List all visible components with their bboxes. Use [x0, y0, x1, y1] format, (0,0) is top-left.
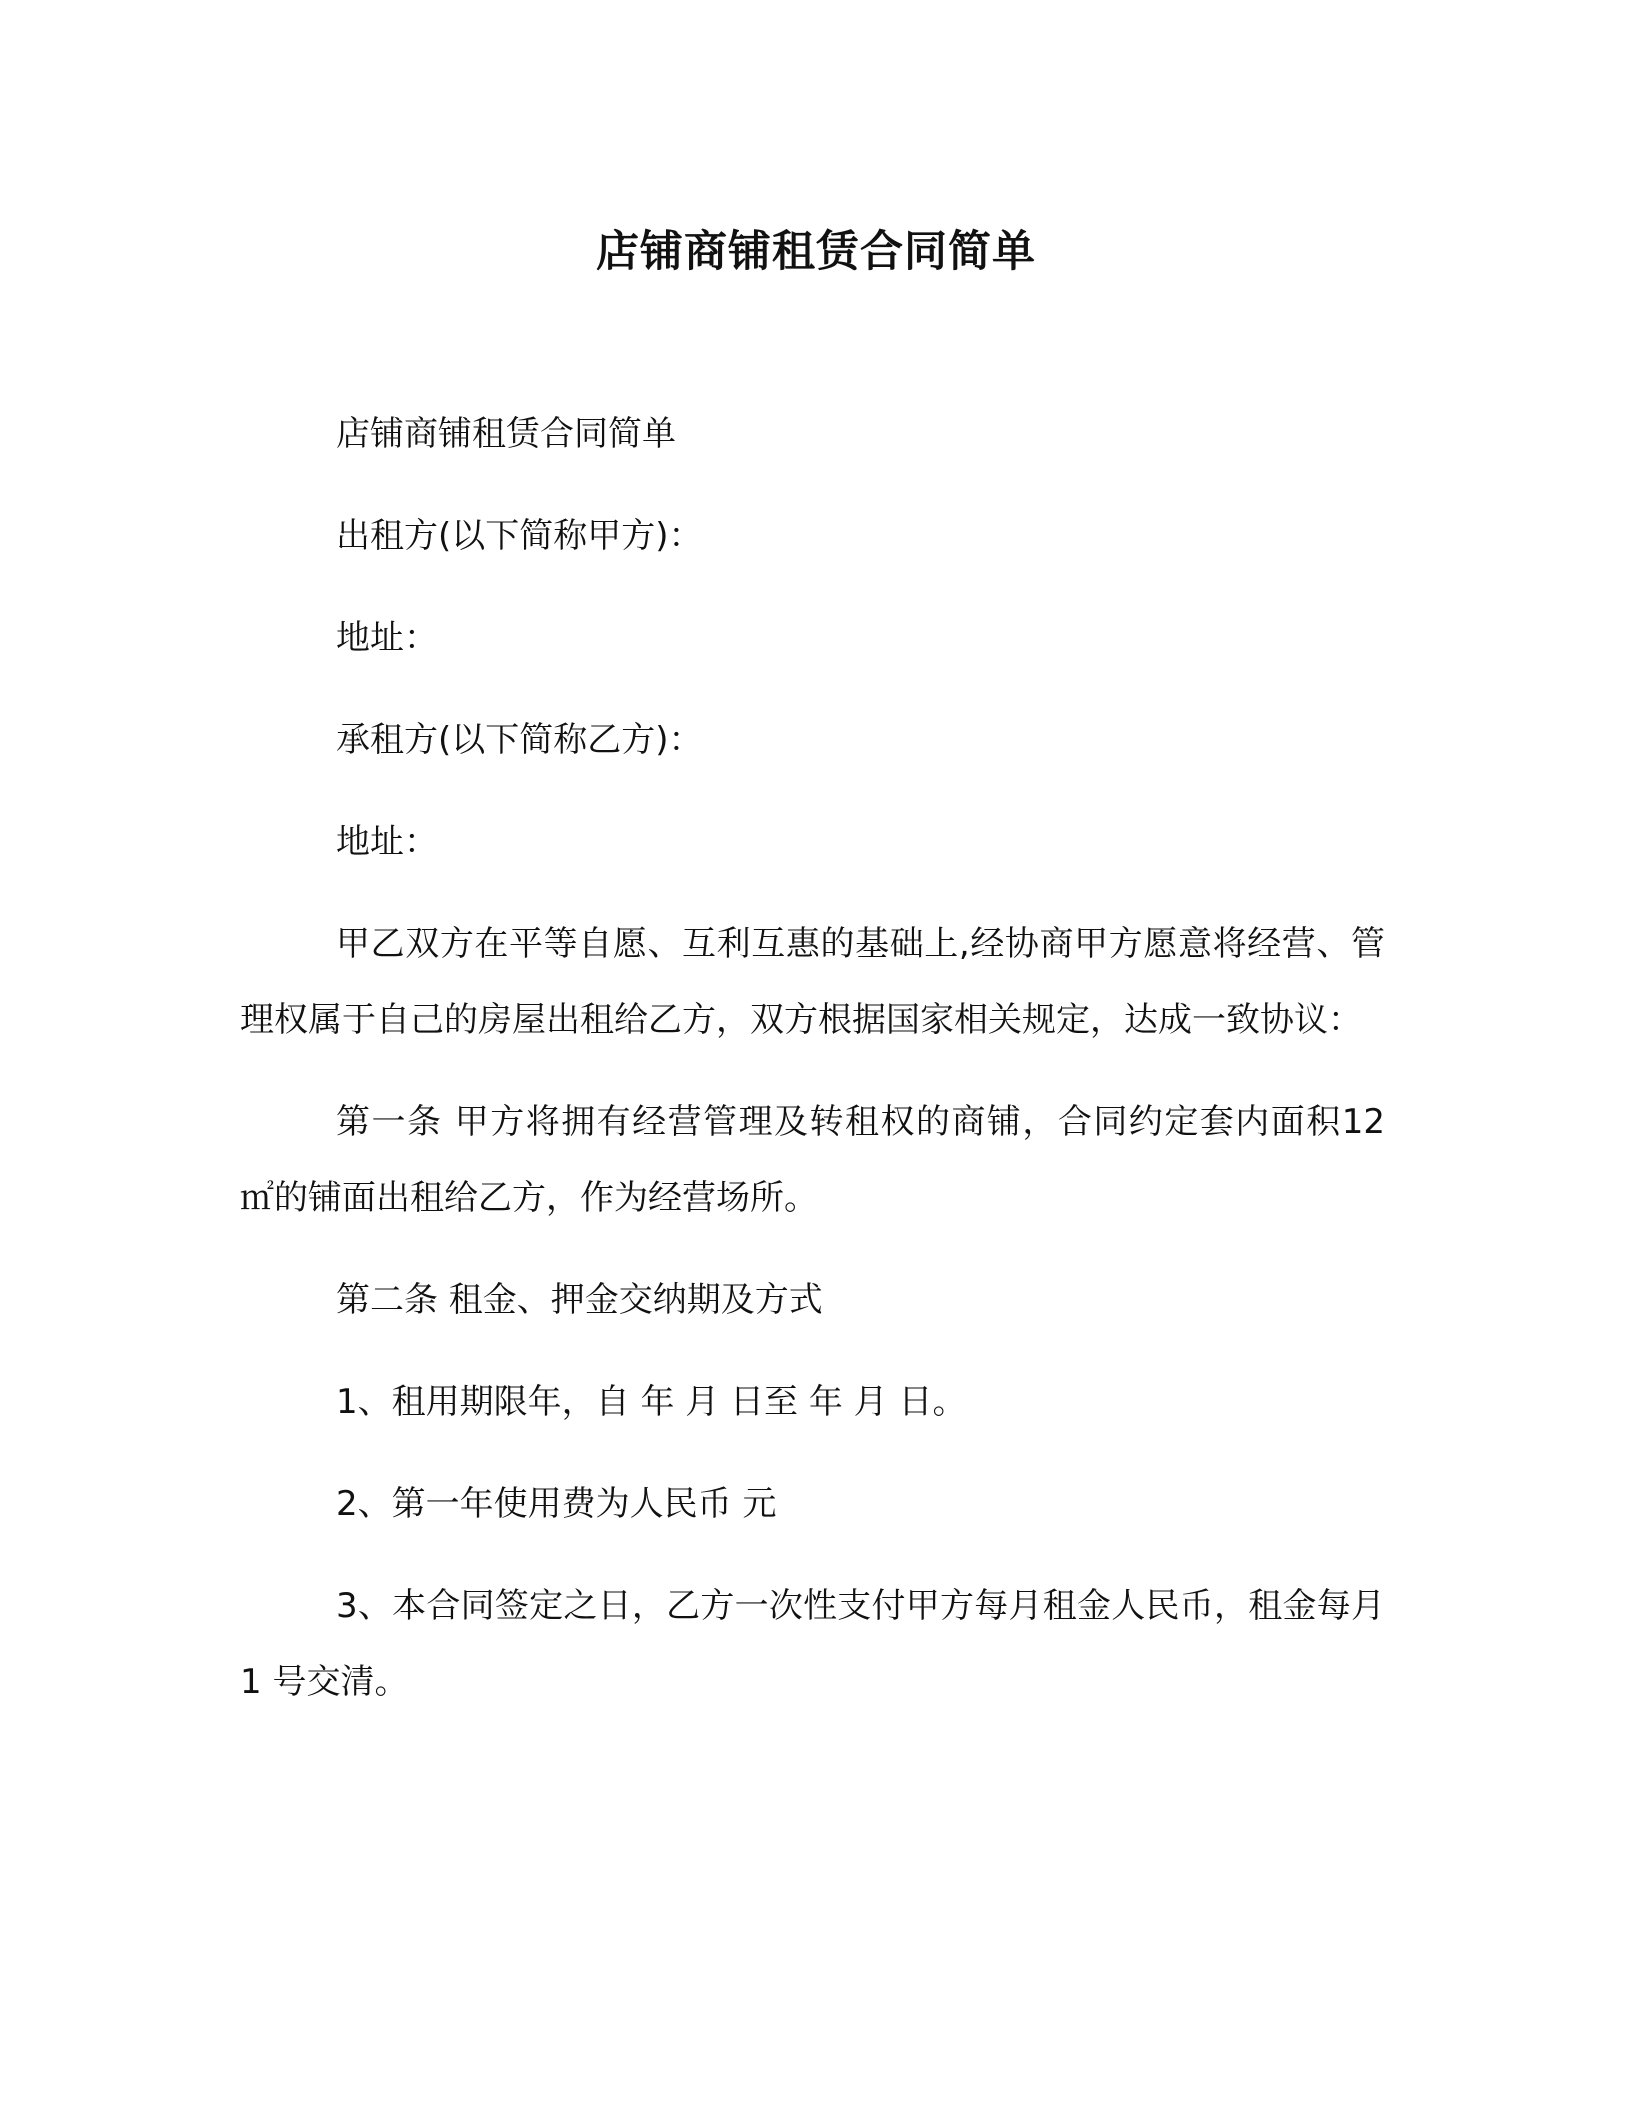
- paragraph-item-3: 3、本合同签定之日，乙方一次性支付甲方每月租金人民币，租金每月 1 号交清。: [240, 1586, 1385, 1702]
- paragraph-item-2: 2、第一年使用费为人民币 元: [336, 1484, 777, 1524]
- paragraph-lessee-address: 地址：: [336, 822, 438, 862]
- document-body: [240, 396, 1385, 1746]
- paragraph-subtitle: 店铺商铺租赁合同简单: [336, 414, 676, 454]
- paragraph-lessor: 出租方(以下简称甲方)：: [336, 516, 703, 556]
- paragraph-lessor-address: 地址：: [336, 618, 438, 658]
- paragraph-article-1: 第一条 甲方将拥有经营管理及转租权的商铺，合同约定套内面积12 ㎡的铺面出租给乙方，作为经营场所。: [240, 1102, 1385, 1218]
- paragraph-preamble: 甲乙双方在平等自愿、互利互惠的基础上,经协商甲方愿意将经营、管理权属于自己的房屋出租给乙方，双方根据国家相关规定，达成一致协议：: [240, 924, 1385, 1040]
- document-title: 店铺商铺租赁合同简单: [596, 227, 1036, 277]
- paragraph-item-1: 1、租用期限年，自 年 月 日至 年 月 日。: [336, 1382, 967, 1422]
- paragraph-article-2: 第二条 租金、押金交纳期及方式: [336, 1280, 823, 1320]
- paragraph-lessee: 承租方(以下简称乙方)：: [336, 720, 703, 760]
